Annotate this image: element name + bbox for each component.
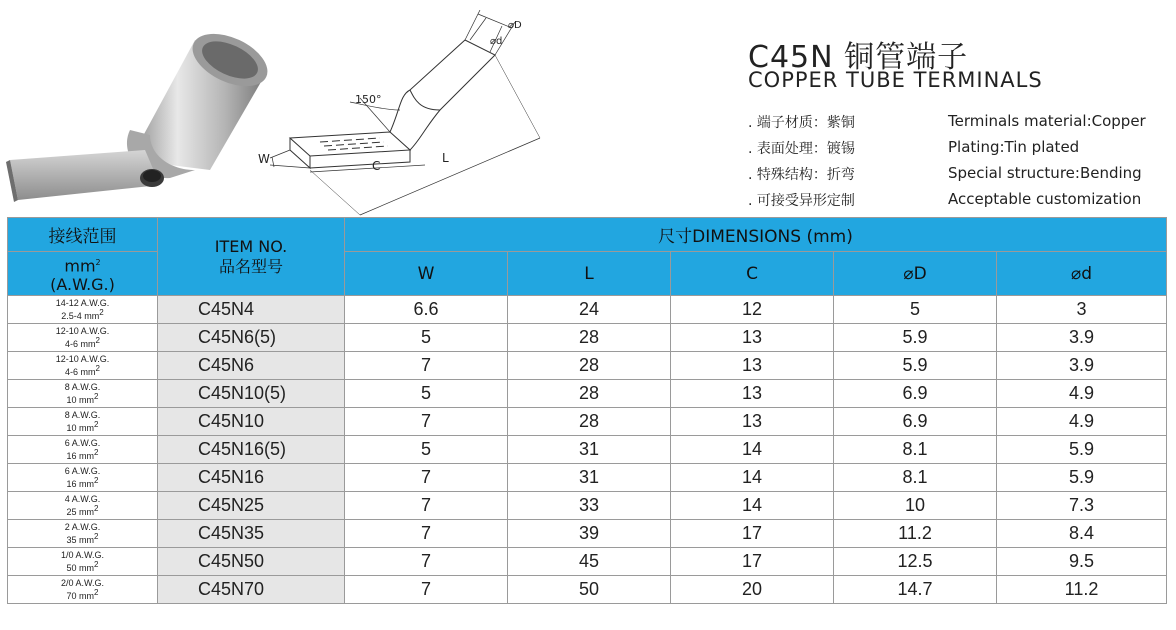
mm-sup: 2 <box>94 588 99 597</box>
c-cell: 12 <box>671 296 834 324</box>
col-d-outer: ⌀D <box>834 252 997 296</box>
awg-value: 8 A.W.G. <box>64 410 101 420</box>
w-cell: 5 <box>345 380 508 408</box>
d-outer-cell: 5.9 <box>834 324 997 352</box>
mm-value: 10 mm <box>66 423 95 433</box>
spec-structure-cn: . 特殊结构：折弯 <box>748 167 855 183</box>
mm-value: 16 mm <box>66 451 95 461</box>
d-outer-cell: 6.9 <box>834 408 997 436</box>
mm-sup: 2 <box>94 392 99 401</box>
dimensions-table <box>7 217 1167 604</box>
d-inner-cell: 3.9 <box>997 352 1167 380</box>
spec-custom-en: Acceptable customization <box>948 190 1142 208</box>
d-outer-cell: 11.2 <box>834 520 997 548</box>
w-cell: 5 <box>345 324 508 352</box>
awg-cell <box>8 548 158 576</box>
c-label: C <box>372 159 381 173</box>
item-header-cn: 品名型号 <box>218 256 283 276</box>
col-c: C <box>671 252 834 296</box>
mm-sup: 2 <box>95 364 100 373</box>
awg-cell <box>8 520 158 548</box>
awg-value: 1/0 A.W.G. <box>60 550 105 560</box>
w-cell: 6.6 <box>345 296 508 324</box>
item-cell: C45N50 <box>158 548 345 576</box>
d-outer-label: ⌀D <box>508 20 522 31</box>
mm-value: 25 mm <box>66 507 95 517</box>
range-header: 接线范围 <box>8 218 158 252</box>
table-row <box>8 324 1167 352</box>
d-inner-cell: 5.9 <box>997 436 1167 464</box>
dimensions-header: 尺寸DIMENSIONS (mm) <box>345 218 1167 252</box>
spec-plating-cn: . 表面处理：镀锡 <box>748 141 855 157</box>
spec-list-en <box>948 108 1146 212</box>
d-inner-cell: 3 <box>997 296 1167 324</box>
d-inner-cell: 7.3 <box>997 492 1167 520</box>
l-cell: 33 <box>508 492 671 520</box>
c-cell: 13 <box>671 408 834 436</box>
d-outer-cell: 8.1 <box>834 436 997 464</box>
l-cell: 45 <box>508 548 671 576</box>
awg-value: 12-10 A.W.G. <box>55 326 110 336</box>
item-header-en: ITEM NO. <box>214 236 288 256</box>
w-cell: 7 <box>345 548 508 576</box>
dimension-drawing <box>250 10 550 220</box>
d-inner-cell: 5.9 <box>997 464 1167 492</box>
l-cell: 50 <box>508 576 671 604</box>
d-inner-cell: 11.2 <box>997 576 1167 604</box>
table-row <box>8 352 1167 380</box>
mm-value: 10 mm <box>66 395 95 405</box>
spec-material-cn: . 端子材质：紫铜 <box>748 115 855 131</box>
table-row <box>8 408 1167 436</box>
table-row <box>8 520 1167 548</box>
awg-value: 14-12 A.W.G. <box>55 298 110 308</box>
page-subtitle: COPPER TUBE TERMINALS <box>748 68 1043 92</box>
item-cell: C45N4 <box>158 296 345 324</box>
item-cell: C45N35 <box>158 520 345 548</box>
w-cell: 7 <box>345 520 508 548</box>
unit-sup: 2 <box>95 257 101 267</box>
mm-sup: 2 <box>94 420 99 429</box>
mm-sup: 2 <box>94 532 99 541</box>
spec-custom-cn: . 可接受异形定制 <box>748 193 855 209</box>
l-label: L <box>442 151 449 165</box>
awg-value: 6 A.W.G. <box>64 438 101 448</box>
table-body <box>8 296 1167 604</box>
table-row <box>8 576 1167 604</box>
spec-material-en: Terminals material:Copper <box>948 112 1146 130</box>
w-cell: 7 <box>345 576 508 604</box>
mm-value: 50 mm <box>66 563 95 573</box>
w-label: W <box>258 152 270 166</box>
w-cell: 7 <box>345 464 508 492</box>
item-header <box>158 218 345 296</box>
l-cell: 24 <box>508 296 671 324</box>
w-cell: 7 <box>345 492 508 520</box>
spec-plating-en: Plating:Tin plated <box>948 138 1080 156</box>
l-cell: 31 <box>508 436 671 464</box>
w-cell: 7 <box>345 352 508 380</box>
c-cell: 14 <box>671 492 834 520</box>
c-cell: 14 <box>671 464 834 492</box>
awg-cell <box>8 492 158 520</box>
mm-sup: 2 <box>94 504 99 513</box>
spec-structure-en: Special structure:Bending <box>948 164 1142 182</box>
mm-sup: 2 <box>94 448 99 457</box>
mm-sup: 2 <box>94 476 99 485</box>
table-row <box>8 492 1167 520</box>
awg-value: 2/0 A.W.G. <box>60 578 105 588</box>
c-cell: 17 <box>671 520 834 548</box>
col-w: W <box>345 252 508 296</box>
awg-cell <box>8 380 158 408</box>
c-cell: 14 <box>671 436 834 464</box>
col-l: L <box>508 252 671 296</box>
page-title: C45N 铜管端子 <box>748 40 969 75</box>
awg-cell <box>8 464 158 492</box>
item-cell: C45N70 <box>158 576 345 604</box>
d-outer-cell: 5.9 <box>834 352 997 380</box>
unit-label: mm <box>64 256 96 276</box>
l-cell: 28 <box>508 380 671 408</box>
item-cell: C45N6(5) <box>158 324 345 352</box>
terminal-photo <box>0 20 280 210</box>
mm-value: 16 mm <box>66 479 95 489</box>
item-cell: C45N16(5) <box>158 436 345 464</box>
mm-sup: 2 <box>99 308 104 317</box>
col-d-inner: ⌀d <box>997 252 1167 296</box>
c-cell: 13 <box>671 324 834 352</box>
mm-value: 70 mm <box>66 591 95 601</box>
awg-cell <box>8 436 158 464</box>
item-cell: C45N6 <box>158 352 345 380</box>
item-cell: C45N16 <box>158 464 345 492</box>
l-cell: 28 <box>508 324 671 352</box>
awg-value: 4 A.W.G. <box>64 494 101 504</box>
d-outer-cell: 10 <box>834 492 997 520</box>
awg-value: 12-10 A.W.G. <box>55 354 110 364</box>
angle-label: 150° <box>355 93 382 106</box>
d-outer-cell: 5 <box>834 296 997 324</box>
mm-value: 2.5-4 mm <box>61 311 100 321</box>
table-row <box>8 464 1167 492</box>
d-inner-cell: 4.9 <box>997 380 1167 408</box>
awg-cell <box>8 408 158 436</box>
unit-header <box>8 252 158 296</box>
table-row <box>8 548 1167 576</box>
l-cell: 28 <box>508 408 671 436</box>
mm-sup: 2 <box>94 560 99 569</box>
awg-value: 6 A.W.G. <box>64 466 101 476</box>
w-cell: 5 <box>345 436 508 464</box>
c-cell: 13 <box>671 352 834 380</box>
table-row <box>8 436 1167 464</box>
d-inner-cell: 4.9 <box>997 408 1167 436</box>
c-cell: 17 <box>671 548 834 576</box>
awg-value: 2 A.W.G. <box>64 522 101 532</box>
table-row <box>8 380 1167 408</box>
awg-cell <box>8 352 158 380</box>
mm-value: 4-6 mm <box>65 339 96 349</box>
mm-value: 4-6 mm <box>65 367 96 377</box>
item-cell: C45N10(5) <box>158 380 345 408</box>
awg-value: 8 A.W.G. <box>64 382 101 392</box>
item-cell: C45N10 <box>158 408 345 436</box>
mm-value: 35 mm <box>66 535 95 545</box>
mm-sup: 2 <box>95 336 100 345</box>
d-outer-cell: 8.1 <box>834 464 997 492</box>
awg-cell <box>8 296 158 324</box>
d-outer-cell: 14.7 <box>834 576 997 604</box>
d-outer-cell: 12.5 <box>834 548 997 576</box>
d-inner-cell: 8.4 <box>997 520 1167 548</box>
l-cell: 31 <box>508 464 671 492</box>
awg-cell <box>8 576 158 604</box>
awg-cell <box>8 324 158 352</box>
d-inner-cell: 9.5 <box>997 548 1167 576</box>
l-cell: 28 <box>508 352 671 380</box>
l-cell: 39 <box>508 520 671 548</box>
c-cell: 13 <box>671 380 834 408</box>
d-inner-cell: 3.9 <box>997 324 1167 352</box>
item-cell: C45N25 <box>158 492 345 520</box>
table-row <box>8 296 1167 324</box>
c-cell: 20 <box>671 576 834 604</box>
d-inner-label: ⌀d <box>490 36 503 47</box>
awg-label: (A.W.G.) <box>50 275 115 295</box>
w-cell: 7 <box>345 408 508 436</box>
spec-list-cn <box>748 110 855 214</box>
d-outer-cell: 6.9 <box>834 380 997 408</box>
